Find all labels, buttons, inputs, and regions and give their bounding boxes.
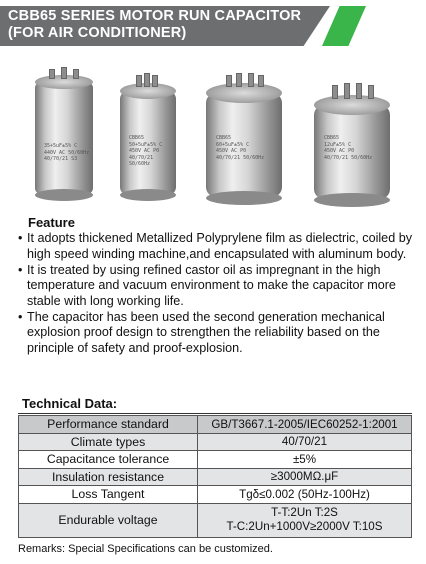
table-row bbox=[19, 468, 412, 486]
capacitor-label: 35+5uF±5% C 440V AC 50/60Hz 40/70/21 S3 bbox=[44, 143, 90, 162]
capacitor-oval-small bbox=[120, 83, 176, 201]
param-cell: Performance standard bbox=[19, 416, 198, 434]
page-title bbox=[8, 8, 301, 42]
value-line: T-T:2Un T:2S bbox=[271, 506, 338, 519]
technical-heading: Technical Data: bbox=[22, 396, 118, 411]
product-image bbox=[0, 55, 426, 215]
banner-green-accent bbox=[322, 6, 366, 46]
feature-heading: Feature bbox=[28, 215, 75, 230]
value-cell: 40/70/21 bbox=[198, 433, 412, 451]
table-row bbox=[19, 416, 412, 434]
feature-item: • It adopts thickened Metallized Polyprylene film as dielectric, coiled by high speed winding machine,and encapsulated with aluminum body. bbox=[18, 231, 412, 261]
capacitor-label: CBB65 50+5uF±5% C 450V AC P0 40/70/21 S0/60Hz bbox=[129, 135, 163, 167]
capacitor-label: CBB65 60+5uF±5% C 450V AC P0 40/70/21 50/60Hz bbox=[216, 135, 265, 161]
value-cell bbox=[198, 503, 412, 537]
title-line-2: (FOR AIR CONDITIONER) bbox=[8, 25, 187, 41]
bullet-icon: • bbox=[18, 231, 23, 245]
param-cell: Capacitance tolerance bbox=[19, 451, 198, 469]
table-row bbox=[19, 433, 412, 451]
table-row bbox=[19, 451, 412, 469]
param-cell: Endurable voltage bbox=[19, 503, 198, 537]
bullet-icon: • bbox=[18, 262, 23, 277]
param-cell: Loss Tangent bbox=[19, 486, 198, 504]
value-cell: ≥3000MΩ.μF bbox=[198, 468, 412, 486]
value-cell: Tgδ≤0.002 (50Hz-100Hz) bbox=[198, 486, 412, 504]
table-row bbox=[19, 503, 412, 537]
capacitor-label: CBB65 12uF±5% C 450V AC P0 40/70/21 50/60Hz bbox=[324, 135, 373, 161]
header-banner bbox=[0, 0, 426, 48]
remarks-note: Remarks: Special Specifications can be customized. bbox=[18, 543, 273, 555]
title-line-1: CBB65 SERIES MOTOR RUN CAPACITOR bbox=[8, 8, 302, 24]
feature-list bbox=[18, 231, 418, 357]
table-row bbox=[19, 486, 412, 504]
param-cell: Insulation resistance bbox=[19, 468, 198, 486]
param-cell: Climate types bbox=[19, 433, 198, 451]
value-line: T-C:2Un+1000V≥2000V T:10S bbox=[226, 520, 383, 533]
feature-item: • The capacitor has been used the second generation mechanical explosion proof design to strengthen the reliability based on the principle of safety and proof-explosion. bbox=[18, 309, 385, 355]
bullet-icon: • bbox=[18, 309, 23, 324]
technical-table bbox=[18, 415, 412, 538]
capacitor-round bbox=[35, 75, 93, 201]
feature-item: • It is treated by using refined castor oil as impregnant in the high temperature and vacuum environment to make the capacitor more stable with long working life. bbox=[18, 262, 396, 308]
value-cell: ±5% bbox=[198, 451, 412, 469]
capacitor-oval-large bbox=[314, 95, 390, 207]
value-cell: GB/T3667.1-2005/IEC60252-1:2001 bbox=[198, 416, 412, 434]
technical-divider bbox=[18, 413, 412, 414]
capacitor-oval-wide bbox=[206, 83, 282, 205]
